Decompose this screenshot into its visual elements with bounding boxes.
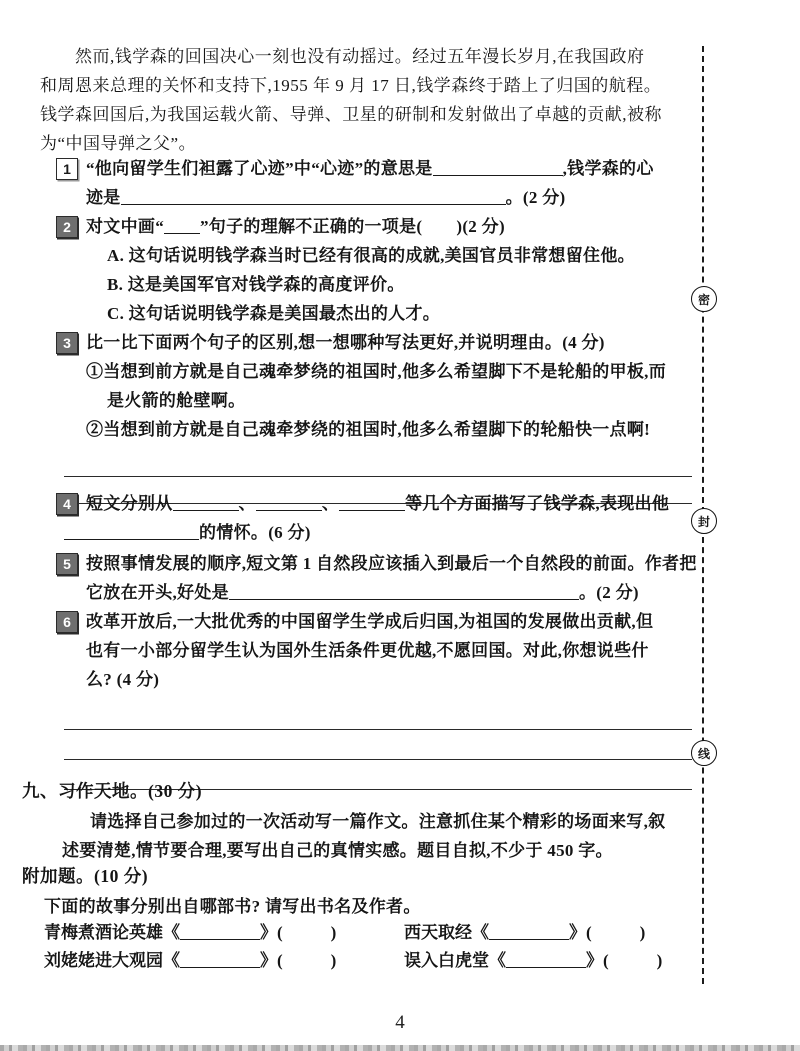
question-1-number-badge: 1 <box>56 158 78 180</box>
question-5 <box>56 549 698 607</box>
option-c: C. 这句话说明钱学森是美国最杰出的人才。 <box>107 304 441 323</box>
bonus-section-title: 附加题。(10 分) <box>22 866 149 886</box>
answer-blank[interactable] <box>339 494 405 511</box>
question-6 <box>56 607 698 790</box>
bonus-intro: 下面的故事分别出自哪部书? 请写出书名及作者。 <box>44 897 421 916</box>
bonus-item: 西天取经《 》( ) <box>404 923 646 942</box>
question-1 <box>56 154 698 212</box>
bonus-item: 误入白虎堂《 》( ) <box>404 951 663 970</box>
question-2-stem: 对文中画“ ”句子的理解不正确的一项是( )(2 分) <box>86 217 505 236</box>
seal-char-mi: 密 <box>691 286 717 312</box>
question-6-stem-line-1: 改革开放后,一大批优秀的中国留学生学成后归国,为祖国的发展做出贡献,但 <box>86 612 654 631</box>
composition-section-title: 九、习作天地。(30 分) <box>22 781 203 801</box>
answer-line[interactable] <box>64 700 692 730</box>
question-6-stem-line-2: 也有一小部分留学生认为国外生活条件更优越,不愿回国。对此,你想说些什 <box>86 641 649 660</box>
bonus-item: 刘姥姥进大观园《 》( ) <box>44 951 337 970</box>
reading-passage <box>40 42 694 158</box>
question-1-stem-line-1: “他向留学生们袒露了心迹”中“心迹”的意思是 ,钱学森的心 <box>86 159 654 178</box>
bonus-row <box>44 919 694 947</box>
question-6-stem-line-3: 么? (4 分) <box>86 670 160 689</box>
question-3 <box>56 328 698 504</box>
book-title-blank[interactable] <box>180 923 260 940</box>
question-3-sentence-1-line-1: ①当想到前方就是自己魂牵梦绕的祖国时,他多么希望脚下不是轮船的甲板,而 <box>86 362 666 381</box>
passage-line: 钱学森回国后,为我国运载火箭、导弹、卫星的研制和发射做出了卓越的贡献,被称 <box>40 105 662 124</box>
question-3-number-badge: 3 <box>56 332 78 354</box>
question-4-stem-line-1: 短文分别从 、 、 等几个方面描写了钱学森,表现出他 <box>86 494 670 513</box>
option-a: A. 这句话说明钱学森当时已经有很高的成就,美国官员非常想留住他。 <box>107 246 635 265</box>
question-4-number-badge: 4 <box>56 493 78 515</box>
book-title-blank[interactable] <box>506 951 586 968</box>
question-1-stem-line-2: 迹是 。(2 分) <box>86 188 566 207</box>
seal-char-feng: 封 <box>691 508 717 534</box>
seal-char-xian: 线 <box>691 740 717 766</box>
answer-blank[interactable] <box>64 523 199 540</box>
answer-line[interactable] <box>64 450 692 477</box>
answer-blank[interactable] <box>121 188 506 205</box>
underline-mark-blank <box>164 217 200 234</box>
question-5-stem-line-1: 按照事情发展的顺序,短文第 1 自然段应该插入到最后一个自然段的前面。作者把 <box>86 554 697 573</box>
answer-parens[interactable]: ( ) <box>416 217 463 236</box>
question-2-number-badge: 2 <box>56 216 78 238</box>
answer-blank[interactable] <box>173 494 239 511</box>
option-b: B. 这是美国军官对钱学森的高度评价。 <box>107 275 405 294</box>
answer-blank[interactable] <box>229 583 579 600</box>
passage-line: 为“中国导弹之父”。 <box>40 134 197 153</box>
question-6-number-badge: 6 <box>56 611 78 633</box>
answer-line[interactable] <box>64 730 692 760</box>
question-3-sentence-1-line-2: 是火箭的舱壁啊。 <box>107 391 246 410</box>
book-title-blank[interactable] <box>180 951 260 968</box>
question-4-stem-line-2: 的情怀。(6 分) <box>86 518 698 547</box>
question-2 <box>56 212 698 328</box>
answer-blank[interactable] <box>433 159 563 176</box>
passage-line: 和周恩来总理的关怀和支持下,1955 年 9 月 17 日,钱学森终于踏上了归国的航程。 <box>40 76 662 95</box>
book-title-blank[interactable] <box>489 923 569 940</box>
composition-section-body <box>62 807 692 865</box>
page-number: 4 <box>395 1012 405 1033</box>
composition-body-line-2: 述要清楚,情节要合理,要写出自己的真情实感。题目自拟,不少于 450 字。 <box>62 841 613 860</box>
bonus-row <box>44 947 694 975</box>
composition-body-line-1: 请选择自己参加过的一次活动写一篇作文。注意抓住某个精彩的场面来写,叙 <box>90 812 666 831</box>
question-6-answer-lines <box>64 700 692 790</box>
bonus-item: 青梅煮酒论英雄《 》( ) <box>44 923 337 942</box>
answer-blank[interactable] <box>256 494 322 511</box>
question-5-stem-line-2: 它放在开头,好处是 。(2 分) <box>86 583 639 602</box>
question-3-sentence-2: ②当想到前方就是自己魂牵梦绕的祖国时,他多么希望脚下的轮船快一点啊! <box>86 420 651 439</box>
question-5-number-badge: 5 <box>56 553 78 575</box>
question-4 <box>56 489 698 547</box>
passage-line: 然而,钱学森的回国决心一刻也没有动摇过。经过五年漫长岁月,在我国政府 <box>75 47 645 66</box>
scan-edge-artifact <box>0 1045 800 1051</box>
question-3-stem: 比一比下面两个句子的区别,想一想哪种写法更好,并说明理由。(4 分) <box>86 333 605 352</box>
